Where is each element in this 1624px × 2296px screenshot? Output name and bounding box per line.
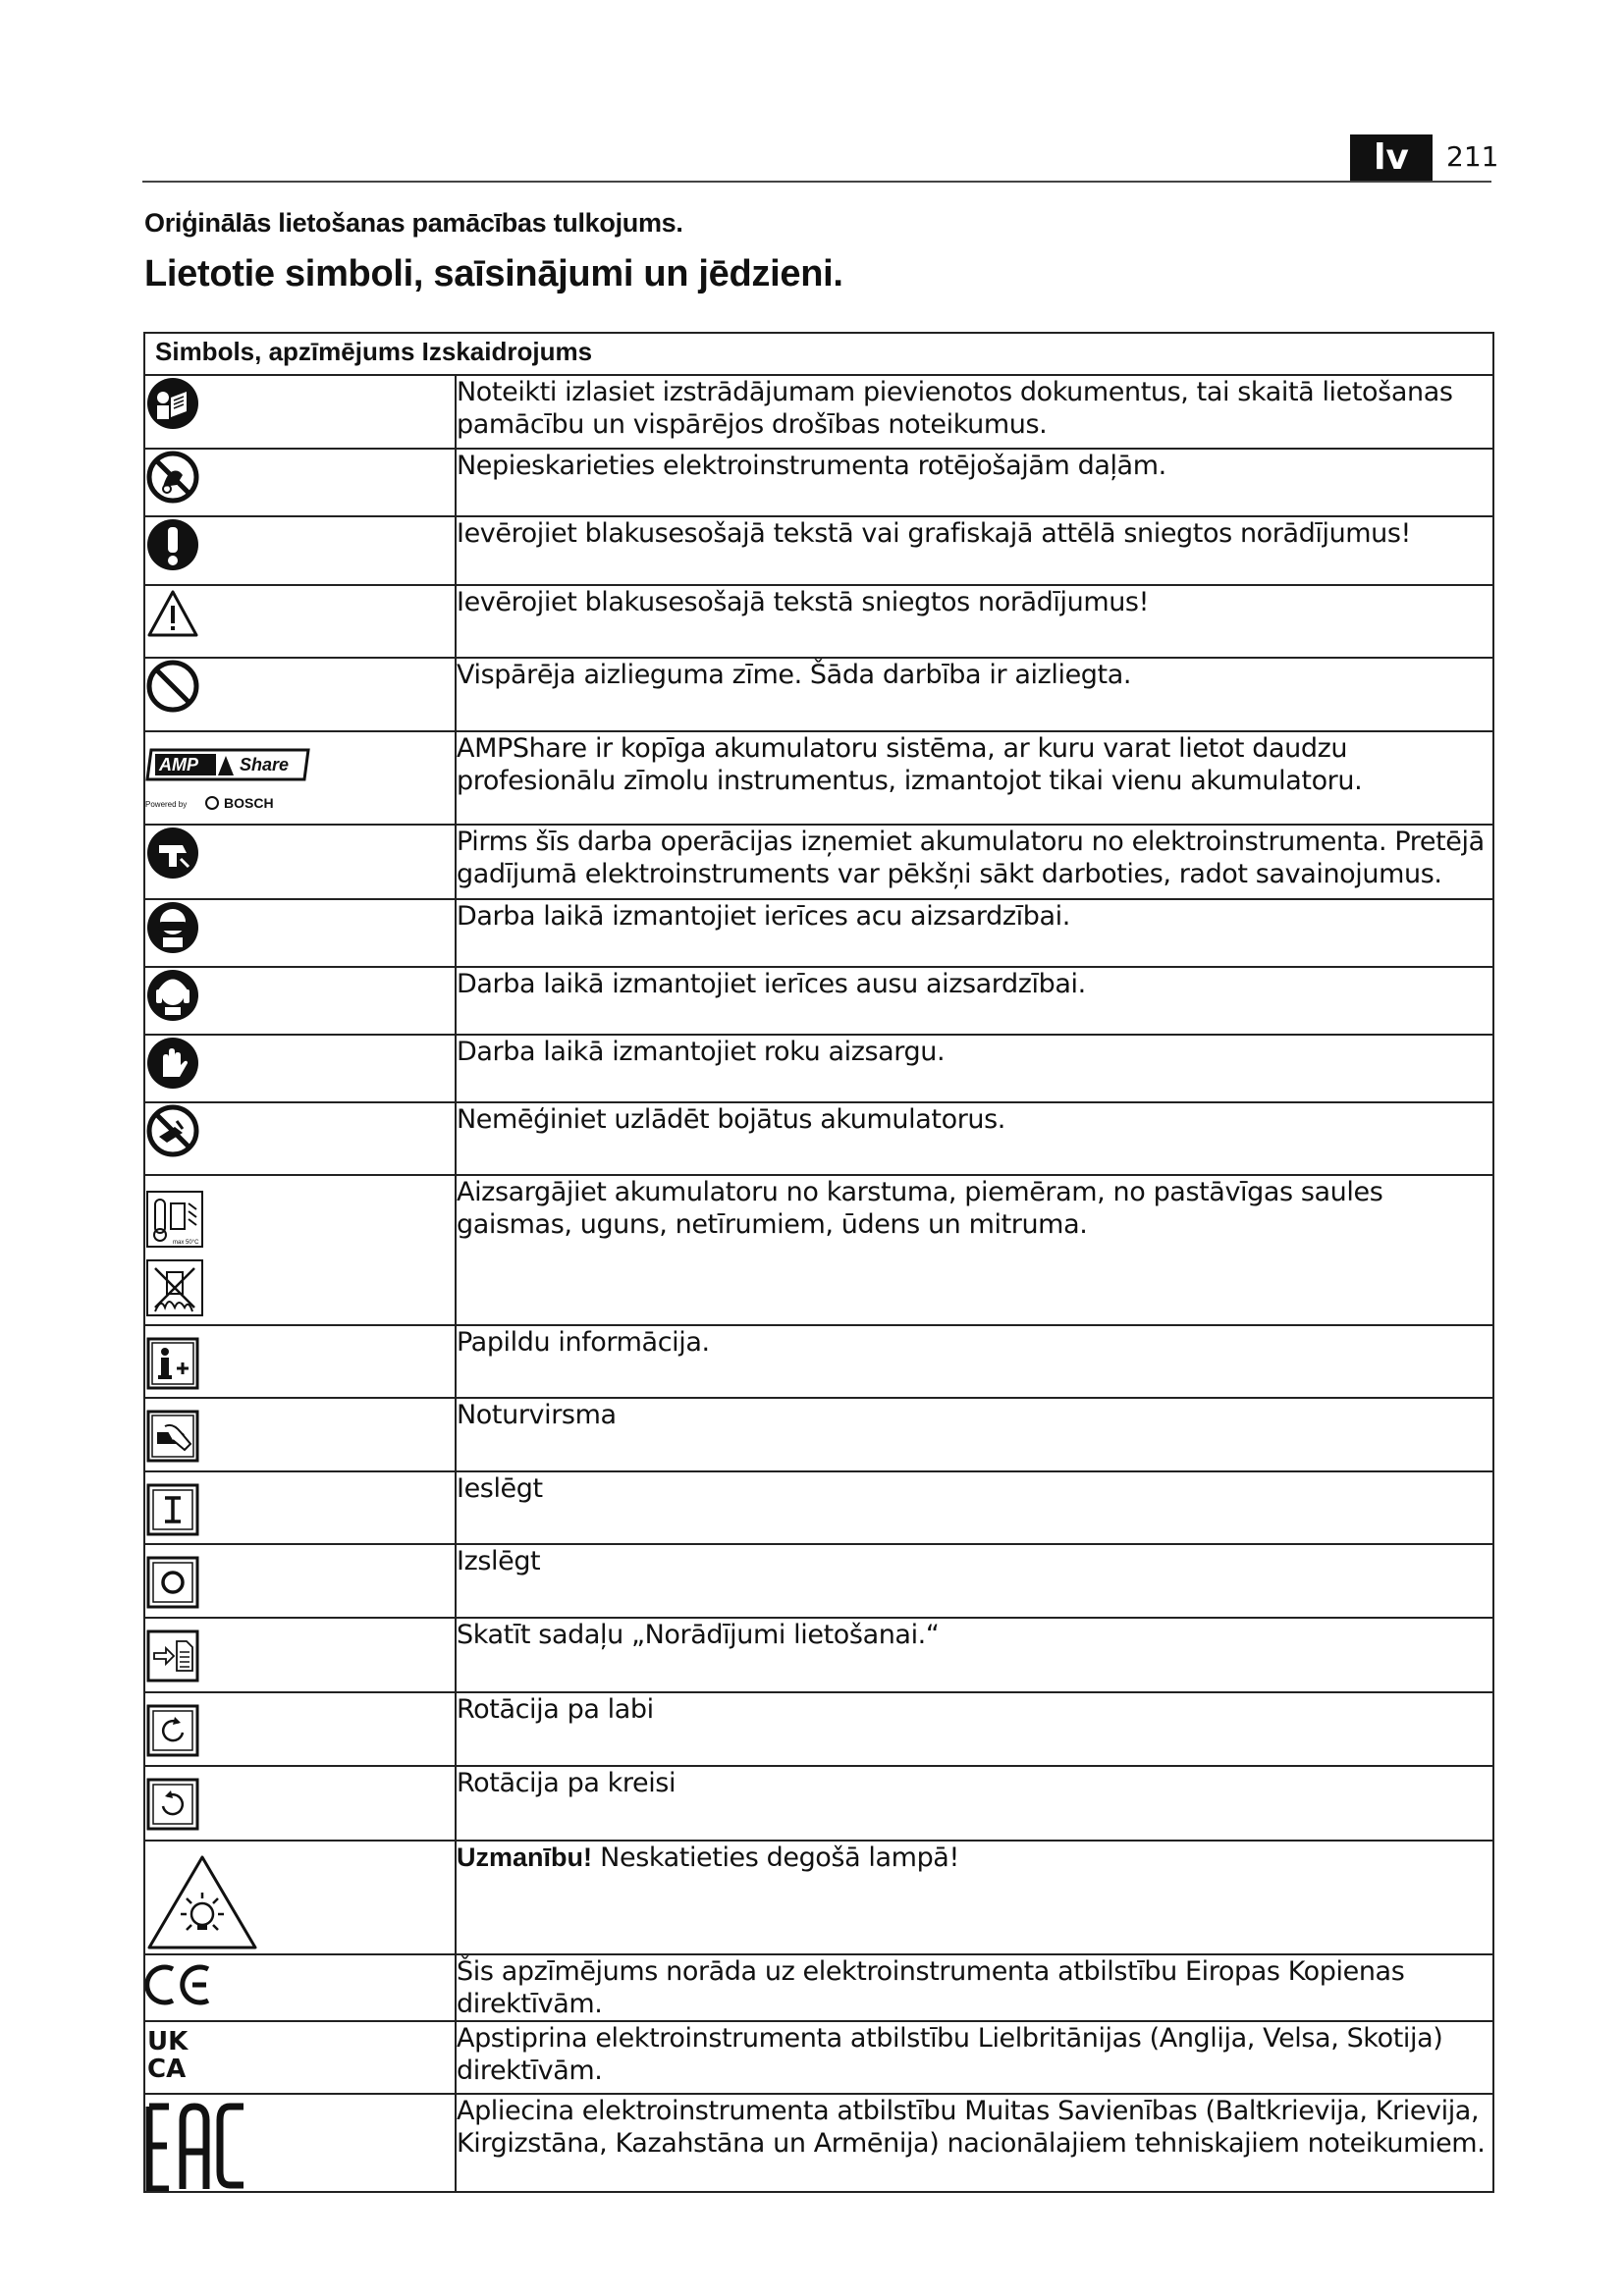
prohibition-icon: [145, 659, 455, 714]
table-row: [144, 1398, 1493, 1471]
do-not-touch-rotating-icon: [145, 450, 455, 505]
table-row: [144, 1544, 1493, 1618]
page-number: 211: [1446, 140, 1499, 173]
table-row: [144, 731, 1493, 825]
ukca-mark-icon: [145, 2026, 455, 2083]
table-row: [144, 2094, 1493, 2192]
table-row: [144, 1102, 1493, 1175]
row-text: Apliecina elektroinstrumenta atbilstību Muitas Savienības (Baltkrievija, Krievija, Kirgizstāna, Kazahstāna un Armēnija) nacionālajiem tehniskajiem noteikumiem.: [456, 2094, 1493, 2192]
hand-protection-icon: [145, 1036, 455, 1091]
svg-text:UK: UK: [147, 2027, 189, 2056]
header-rule: [142, 181, 1491, 183]
row-text: Rotācija pa kreisi: [456, 1766, 1493, 1841]
col-symbol-header: Simbols, apzīmējums: [155, 337, 415, 366]
mandatory-exclamation-icon: [145, 517, 455, 572]
lamp-warning-icon: [145, 1853, 455, 1951]
svg-text:Powered by: Powered by: [145, 800, 188, 809]
table-row: [144, 967, 1493, 1035]
switch-on-icon: [145, 1482, 455, 1537]
row-text: AMPShare ir kopīga akumulatoru sistēma, ar kuru varat lietot daudzu profesionālu zīmolu instrumentus, izmantojot tikai vienu akumulatoru.: [456, 731, 1493, 825]
switch-off-icon: [145, 1555, 455, 1610]
row-text: Rotācija pa labi: [456, 1692, 1493, 1766]
svg-text:CA: CA: [147, 2055, 187, 2083]
table-row: [144, 1841, 1493, 1954]
eac-mark-icon: [145, 2103, 455, 2191]
table-row: [144, 516, 1493, 585]
attention-label: Uzmanību!: [457, 1842, 592, 1872]
table-row: [144, 375, 1493, 449]
symbols-table: [143, 332, 1494, 2193]
row-text: Papildu informācija.: [456, 1325, 1493, 1398]
table-row: [144, 825, 1493, 899]
ce-mark-icon: [145, 1963, 455, 2006]
row-text: Nemēģiniet uzlādēt bojātus akumulatorus.: [456, 1102, 1493, 1175]
row-text: Ievērojiet blakusesošajā tekstā sniegtos norādījumus!: [456, 585, 1493, 658]
table-header: [144, 333, 1493, 375]
warning-triangle-icon: [145, 586, 455, 641]
row-text: [456, 1841, 1493, 1954]
ampshare-logo-icon: [145, 746, 455, 815]
row-text: Pirms šīs darba operācijas izņemiet akumulatoru no elektroinstrumenta. Pretējā gadījumā elektroinstruments var pēkšņi sākt darboties, radot savainojumus.: [456, 825, 1493, 899]
row-text: Darba laikā izmantojiet roku aizsargu.: [456, 1035, 1493, 1102]
table-row: [144, 658, 1493, 731]
table-row: [144, 1175, 1493, 1325]
language-badge: lv: [1350, 134, 1433, 181]
row-text-rest: Neskatieties degošā lampā!: [592, 1842, 959, 1873]
row-text: Ieslēgt: [456, 1471, 1493, 1544]
table-header-row: [144, 333, 1493, 375]
ear-protection-icon: [145, 968, 455, 1023]
table-row: [144, 585, 1493, 658]
svg-text:AMP: AMP: [159, 755, 198, 774]
row-text: Darba laikā izmantojiet ierīces ausu aizsardzībai.: [456, 967, 1493, 1035]
rotation-left-icon: [145, 1777, 455, 1832]
svg-text:max 50°C: max 50°C: [173, 1240, 199, 1246]
row-text: Izslēgt: [456, 1544, 1493, 1618]
table-row: [144, 1954, 1493, 2021]
eye-protection-icon: [145, 900, 455, 955]
no-charge-damaged-battery-icon: [145, 1103, 455, 1158]
row-text: Šis apzīmējums norāda uz elektroinstrumenta atbilstību Eiropas Kopienas direktīvām.: [456, 1954, 1493, 2021]
read-manual-icon: [145, 376, 455, 431]
row-text: Skatīt sadaļu „Norādījumi lietošanai.“: [456, 1618, 1493, 1692]
remove-battery-icon: [145, 826, 455, 881]
table-row: [144, 449, 1493, 516]
row-text: Darba laikā izmantojiet ierīces acu aizsardzībai.: [456, 899, 1493, 967]
table-row: [144, 1035, 1493, 1102]
rotation-right-icon: [145, 1703, 455, 1758]
row-text: Nepieskarieties elektroinstrumenta rotējošajām daļām.: [456, 449, 1493, 516]
row-text: Apstiprina elektroinstrumenta atbilstību Lielbritānijas (Anglija, Velsa, Skotija) direktīvām.: [456, 2021, 1493, 2094]
table-row: [144, 2021, 1493, 2094]
row-text: Noturvirsma: [456, 1398, 1493, 1471]
col-explanation-header: Izskaidrojums: [421, 337, 593, 366]
row-text: Ievērojiet blakusesošajā tekstā vai grafiskajā attēlā sniegtos norādījumus!: [456, 516, 1493, 585]
row-text: Aizsargājiet akumulatoru no karstuma, piemēram, no pastāvīgas saules gaismas, uguns, netīrumiem, ūdens un mitruma.: [456, 1175, 1493, 1325]
svg-text:Share: Share: [240, 755, 290, 774]
grip-surface-icon: [145, 1409, 455, 1464]
svg-text:BOSCH: BOSCH: [224, 795, 274, 811]
table-row: [144, 1618, 1493, 1692]
page-title: Lietotie simboli, saīsinājumi un jēdzieni.: [144, 253, 843, 294]
row-text: Noteikti izlasiet izstrādājumam pievienotos dokumentus, tai skaitā lietošanas pamācību un vispārējos drošības noteikumus.: [456, 375, 1493, 449]
table-row: [144, 1471, 1493, 1544]
table-row: [144, 1325, 1493, 1398]
info-plus-icon: [145, 1336, 455, 1391]
table-row: [144, 1692, 1493, 1766]
document-subtitle: Oriģinālās lietošanas pamācības tulkojums.: [144, 208, 683, 238]
row-text: Vispārēja aizlieguma zīme. Šāda darbība ir aizliegta.: [456, 658, 1493, 731]
table-row: [144, 1766, 1493, 1841]
battery-heat-protection-icon: [145, 1190, 455, 1319]
see-section-icon: [145, 1629, 455, 1683]
table-row: [144, 899, 1493, 967]
